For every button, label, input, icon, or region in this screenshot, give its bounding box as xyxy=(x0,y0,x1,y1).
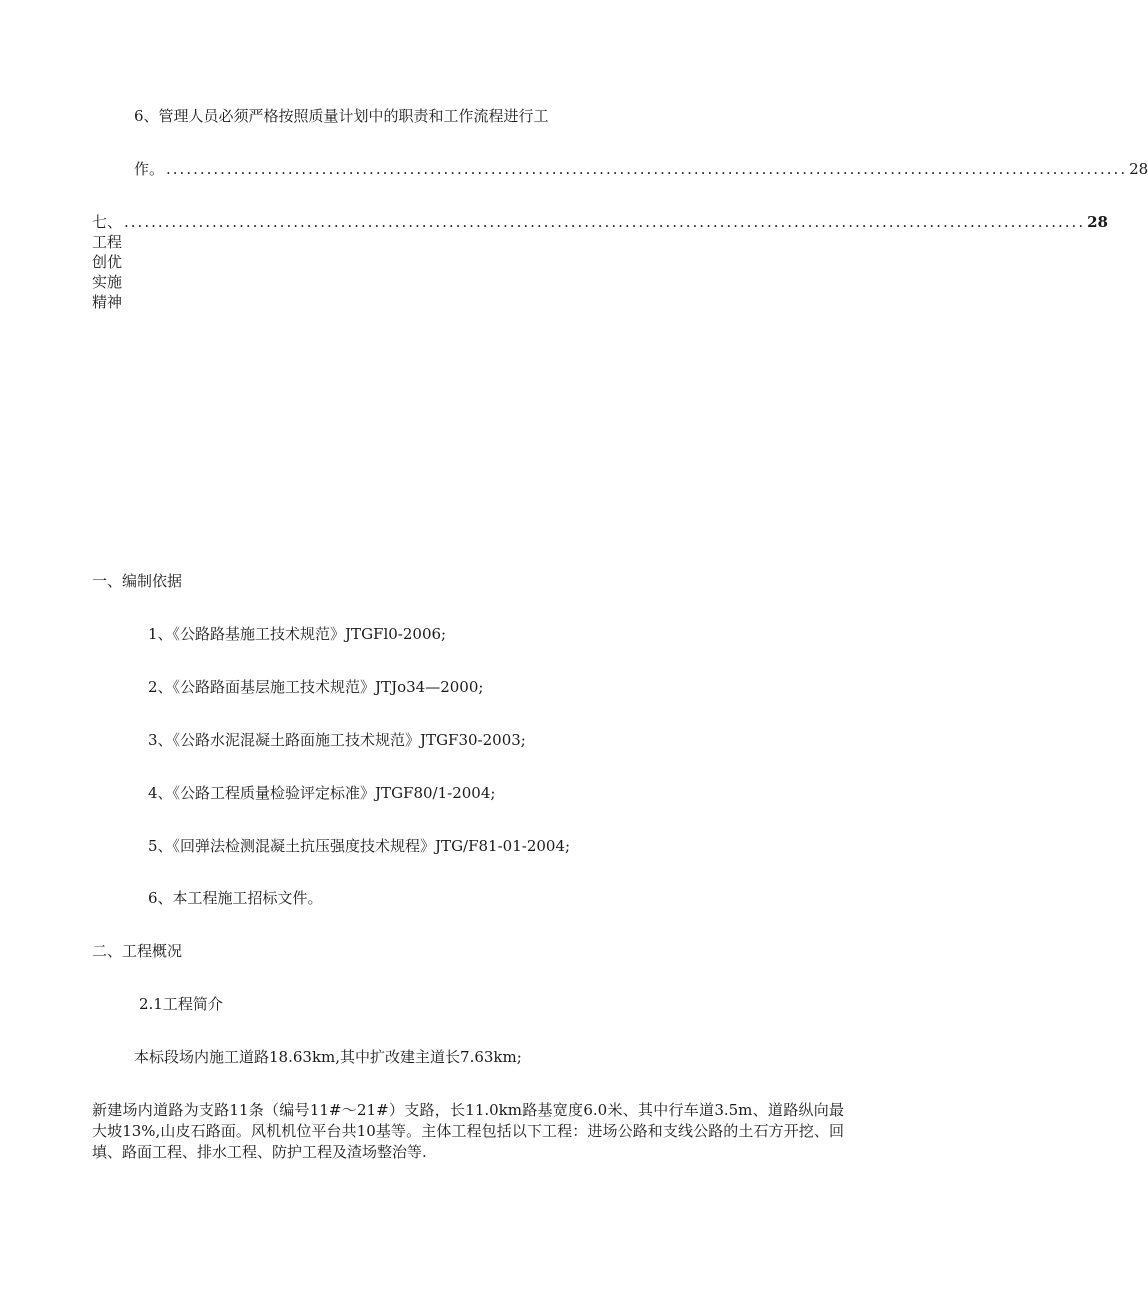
overview-paragraph-1: 本标段场内施工道路18.63km,其中扩改建主道长7.63km; xyxy=(134,1048,522,1066)
toc-section-7-title: 七、工程创优实施精神 xyxy=(92,213,123,311)
toc-leader-dots: .............................................................................................................................................. xyxy=(124,213,1086,231)
section-2-1-subheading: 2.1工程简介 xyxy=(139,995,223,1013)
toc-item-6-line2: 作。 xyxy=(134,160,165,178)
reference-item-4: 4、《公路工程质量检验评定标准》JTGF80/1-2004; xyxy=(148,784,496,802)
toc-item-6-line1: 6、管理人员必须严格按照质量计划中的职责和工作流程进行工 xyxy=(134,107,549,125)
reference-item-6: 6、本工程施工招标文件。 xyxy=(148,889,323,907)
toc-section-7-page: 28 xyxy=(1087,213,1108,231)
toc-leader-dots: .............................................................................................................................................. xyxy=(166,160,1128,178)
section-2-heading: 二、工程概况 xyxy=(92,942,183,960)
toc-entry-section-7[interactable] xyxy=(92,212,1108,312)
section-1-heading: 一、编制依据 xyxy=(92,572,183,590)
toc-entry-item-6[interactable] xyxy=(134,159,1148,179)
reference-item-1: 1、《公路路基施工技术规范》JTGFl0-2006; xyxy=(148,625,447,643)
overview-paragraph-2: 新建场内道路为支路11条（编号11#～21#）支路，长11.0km路基宽度6.0米、其中行车道3.5m、道路纵向最大坡13%,山皮石路面。风机机位平台共10基等。主体工程包括以下工程：进场公路和支线公路的土石方开挖、回填、路面工程、排水工程、防护工程及渣场整治等. xyxy=(92,1101,844,1161)
reference-item-3: 3、《公路水泥混凝土路面施工技术规范》JTGF30-2003; xyxy=(148,731,526,749)
toc-item-6-page: 28 xyxy=(1129,160,1148,178)
reference-item-5: 5、《回弹法检测混凝土抗压强度技术规程》JTG/F81-01-2004; xyxy=(148,837,571,855)
reference-item-2: 2、《公路路面基层施工技术规范》JTJo34—2000; xyxy=(148,678,484,696)
